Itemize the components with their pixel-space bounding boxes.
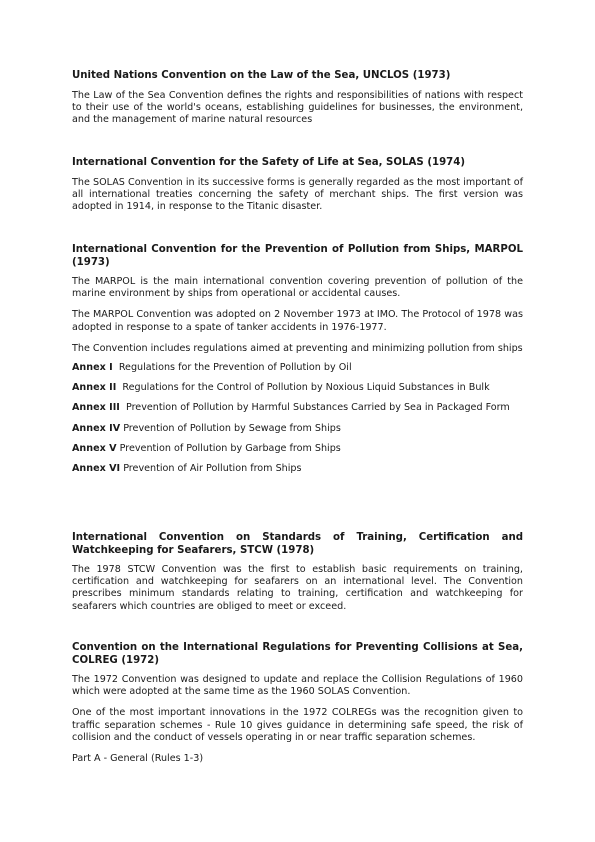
- paragraph: The 1972 Convention was designed to update and replace the Collision Regulations of 1960 which were adopted at the same time as the 1960 SOLAS Convention.: [72, 674, 523, 698]
- annex-label: Annex II: [72, 382, 117, 394]
- annex-item: [72, 463, 523, 475]
- annex-item: [72, 423, 523, 435]
- heading-marpol: International Convention for the Prevention of Pollution from Ships, MARPOL (1973): [72, 244, 523, 268]
- annex-item: [72, 362, 523, 374]
- paragraph: The Convention includes regulations aimed at preventing and minimizing pollution from ships: [72, 342, 523, 354]
- section-colreg: [72, 642, 523, 765]
- annex-item: [72, 402, 523, 414]
- paragraph: The Law of the Sea Convention defines the rights and responsibilities of nations with respect to their use of the world's oceans, establishing guidelines for businesses, the environment, and the management of marine natural resources: [72, 89, 523, 125]
- heading-solas: International Convention for the Safety of Life at Sea, SOLAS (1974): [72, 157, 465, 168]
- annex-text: Regulations for the Control of Pollution by Noxious Liquid Substances in Bulk: [122, 382, 490, 394]
- annex-text: Prevention of Pollution by Garbage from Ships: [119, 442, 341, 454]
- section-stcw: [72, 532, 523, 613]
- section-unclos: [72, 70, 523, 126]
- annex-label: Annex III: [72, 402, 120, 414]
- annex-label: Annex VI: [72, 463, 121, 475]
- paragraph: The SOLAS Convention in its successive forms is generally regarded as the most important of all international treaties concerning the safety of merchant ships. The first version was adopted in 1914, in response to the Titanic disaster.: [72, 176, 523, 212]
- heading-unclos: United Nations Convention on the Law of the Sea, UNCLOS (1973): [72, 70, 451, 81]
- annex-text: Prevention of Air Pollution from Ships: [123, 463, 302, 475]
- annex-label: Annex IV: [72, 422, 121, 434]
- annex-text: Prevention of Pollution by Sewage from Ships: [123, 422, 341, 434]
- heading-colreg: Convention on the International Regulations for Preventing Collisions at Sea, COLREG (1972): [72, 642, 523, 666]
- paragraph: One of the most important innovations in the 1972 COLREGs was the recognition given to traffic separation schemes - Rule 10 gives guidance in determining safe speed, the risk of collision and the conduct of vessels operating in or near traffic separation schemes.: [72, 707, 523, 743]
- section-marpol: [72, 244, 523, 475]
- annex-item: [72, 443, 523, 455]
- paragraph: The 1978 STCW Convention was the first to establish basic requirements on training, certification and watchkeeping for seafarers on an international level. The Convention prescribes minimum standards relating to training, certification and watchkeeping for seafarers which countries are obliged to meet or exceed.: [72, 564, 523, 612]
- heading-stcw: International Convention on Standards of Training, Certification and Watchkeeping for Seafarers, STCW (1978): [72, 532, 523, 556]
- annex-label: Annex I: [72, 362, 113, 374]
- annex-label: Annex V: [72, 442, 117, 454]
- paragraph: The MARPOL is the main international convention covering prevention of pollution of the marine environment by ships from operational or accidental causes.: [72, 276, 523, 300]
- paragraph: Part A - General (Rules 1-3): [72, 753, 204, 765]
- annex-item: [72, 382, 523, 394]
- paragraph: The MARPOL Convention was adopted on 2 November 1973 at IMO. The Protocol of 1978 was adopted in response to a spate of tanker accidents in 1976-1977.: [72, 309, 523, 333]
- annex-text: Prevention of Pollution by Harmful Substances Carried by Sea in Packaged Form: [125, 402, 510, 414]
- section-solas: [72, 157, 523, 213]
- annex-text: Regulations for the Prevention of Pollution by Oil: [118, 362, 352, 374]
